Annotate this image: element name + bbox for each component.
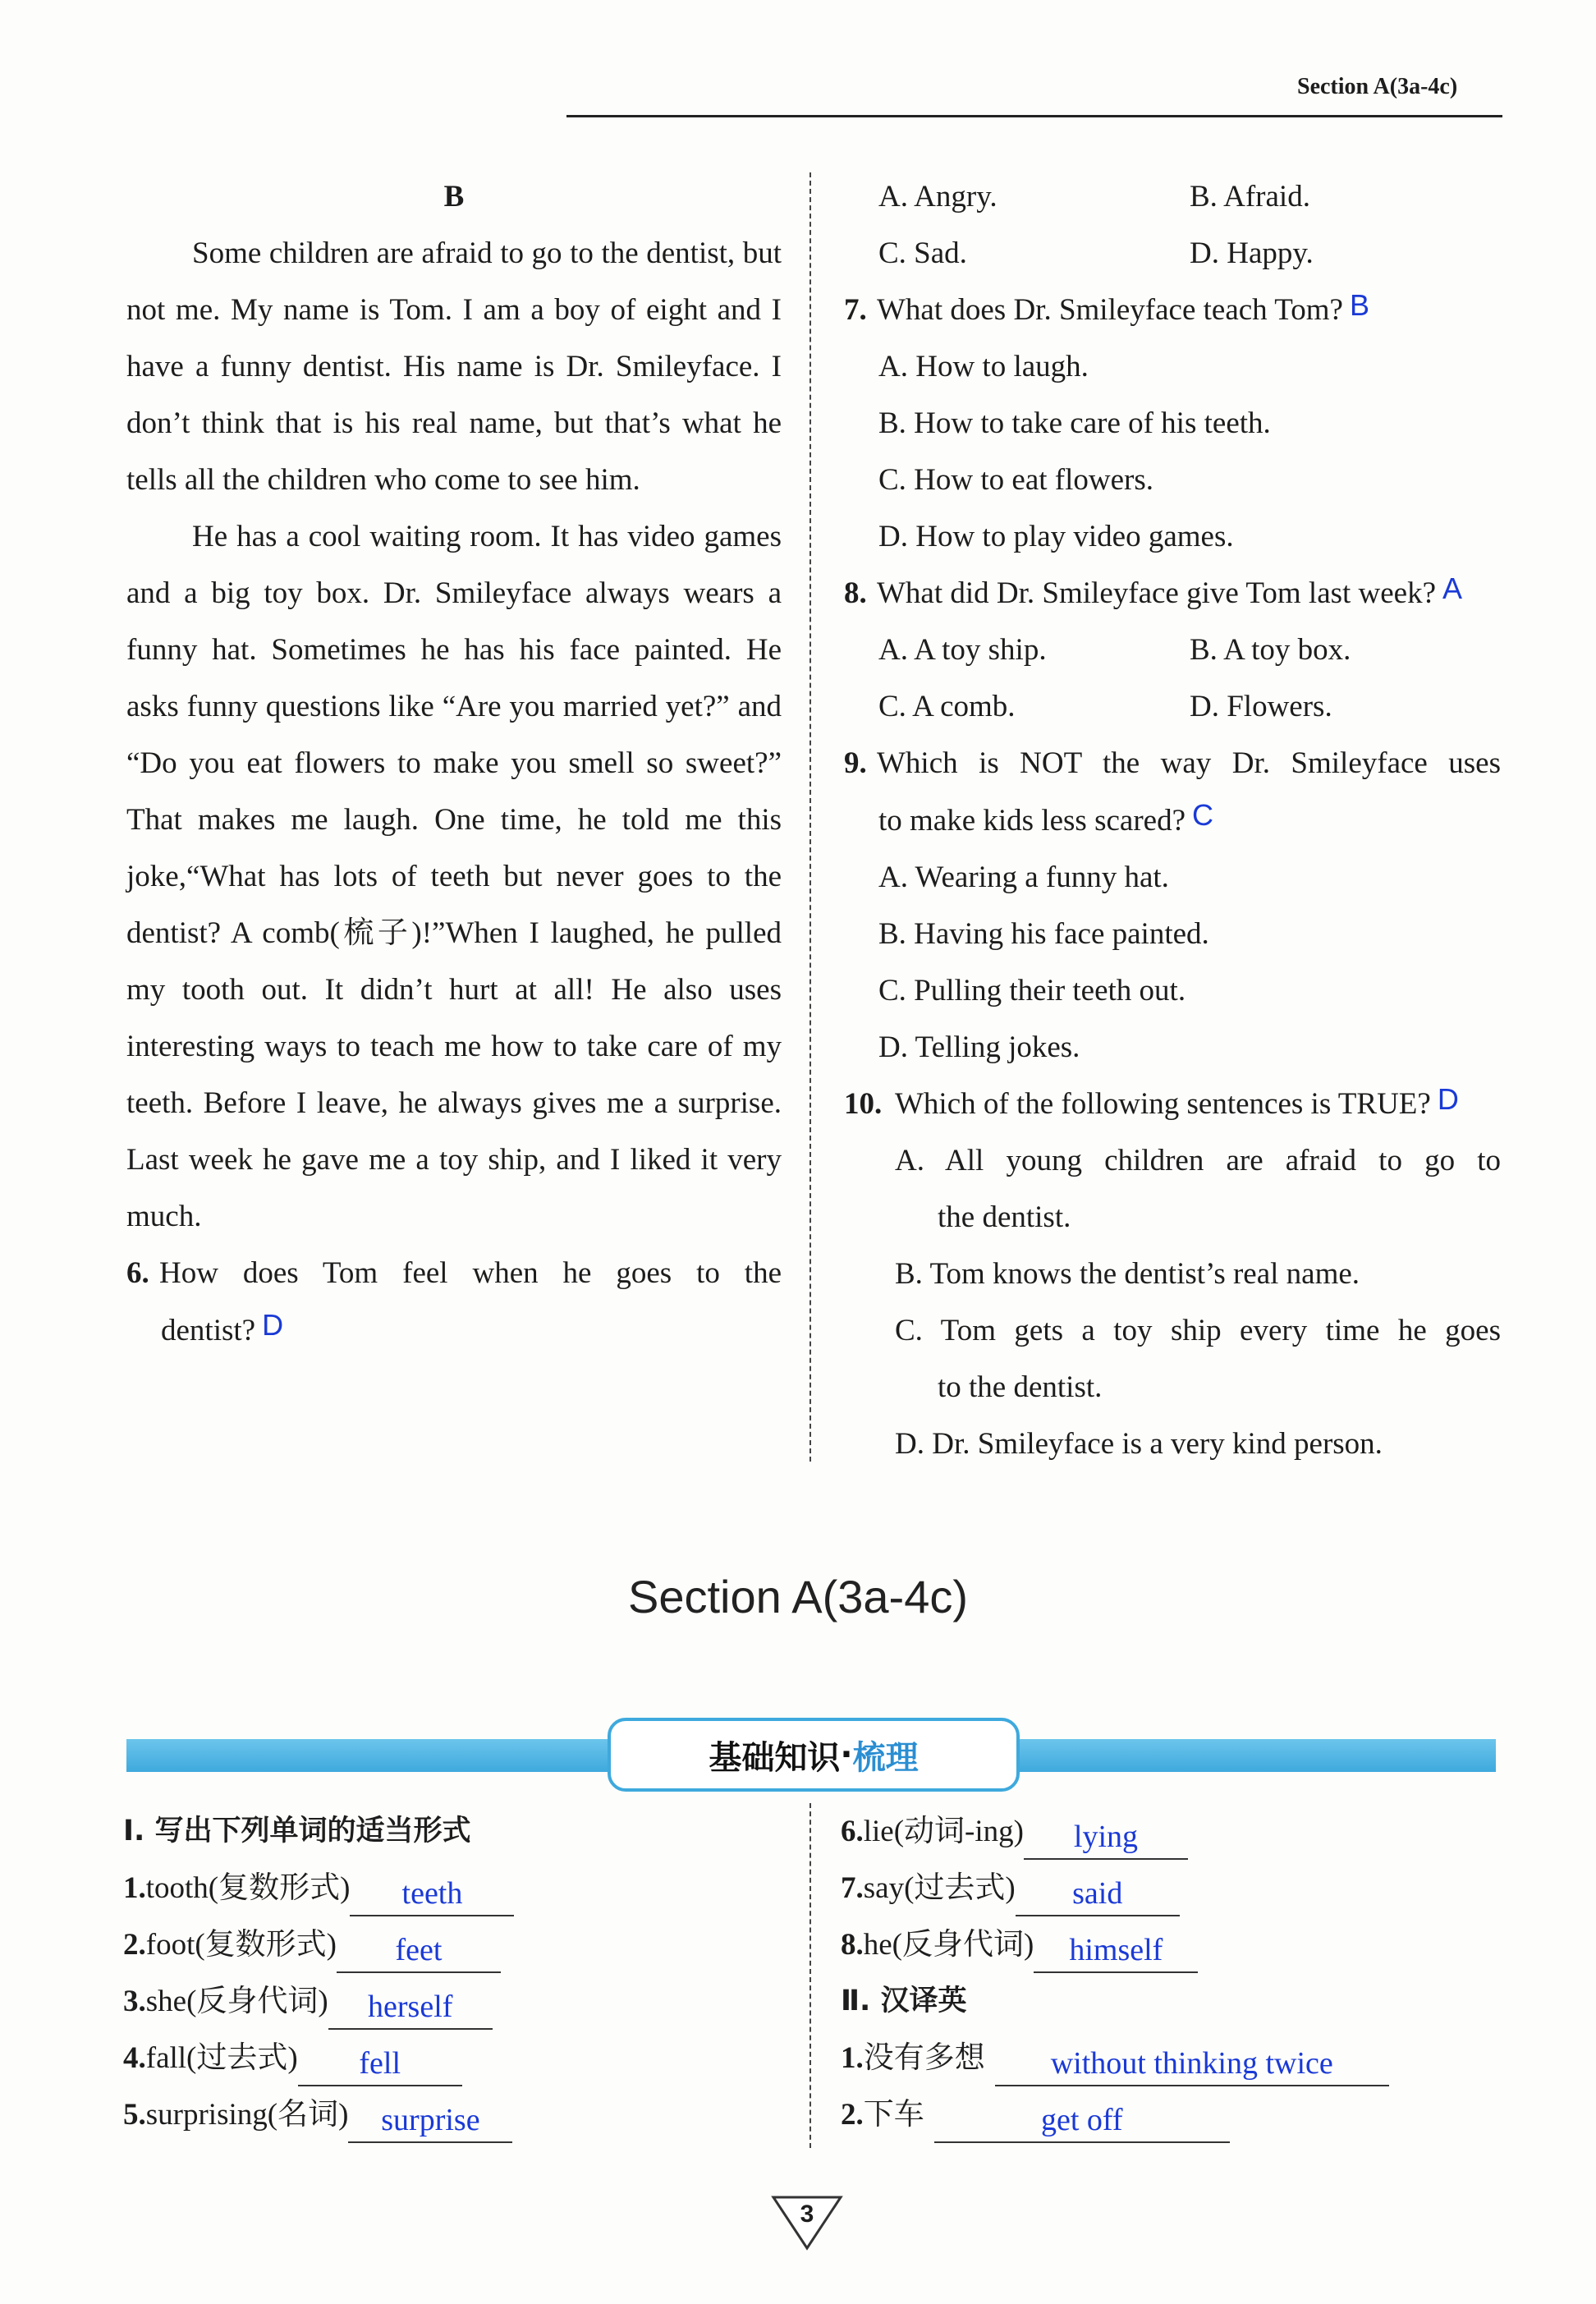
question-number: 10. xyxy=(844,1087,883,1121)
question-6-line2 xyxy=(126,1301,782,1359)
item-prompt: he(反身代词) xyxy=(863,1928,1034,1962)
item-number: 6. xyxy=(841,1815,864,1848)
item-number: 4. xyxy=(123,2041,146,2075)
passage-column xyxy=(126,168,782,1359)
answer-blank[interactable] xyxy=(995,2047,1389,2086)
option: A. Angry. xyxy=(878,180,998,213)
exercise-item xyxy=(123,1860,780,1916)
banner-text-left: 基础知识 xyxy=(709,1738,841,1777)
item-number: 1. xyxy=(123,1871,146,1905)
header-rule xyxy=(566,115,1502,117)
exercise-item xyxy=(123,1916,780,1973)
exercise-item xyxy=(841,1916,1497,1973)
question-number: 9. xyxy=(844,746,867,780)
item-prompt: she(反身代词) xyxy=(145,1985,328,2018)
option: B. How to take care of his teeth. xyxy=(878,406,1271,440)
q6-options-row1 xyxy=(844,168,1501,225)
passage-paragraph-1: Some children are afraid to go to the dentist, but not me. My name is Tom. I am a boy of eight and I have a funny dentist. His name is Dr. Smileyface. I don’t think that is his real name, but that’s what he tells all the children who come to see him. xyxy=(126,236,782,497)
q8-options-row2 xyxy=(844,678,1501,735)
answer-text: herself xyxy=(368,1990,453,2024)
q6-options-row2 xyxy=(844,225,1501,282)
item-prompt: fall(过去式) xyxy=(145,2041,298,2075)
answer-text: feet xyxy=(395,1933,443,1967)
option: D. Dr. Smileyface is a very kind person. xyxy=(895,1427,1383,1461)
option: D. Happy. xyxy=(1190,236,1314,270)
answer-blank[interactable] xyxy=(350,1877,514,1916)
option: C. Tom gets a toy ship every time he goes xyxy=(895,1314,1501,1347)
exercise-item xyxy=(841,1803,1497,1860)
exercise-2-heading: Ⅱ. 汉译英 xyxy=(841,1985,967,2017)
exercise-item xyxy=(841,2086,1497,2143)
answer-blank[interactable] xyxy=(337,1934,501,1973)
answer-blank[interactable] xyxy=(348,2104,512,2143)
answer-text: surprise xyxy=(381,2103,480,2137)
answer-mark: C xyxy=(1192,798,1213,832)
page-number: 3 xyxy=(800,2201,814,2228)
answer-text: said xyxy=(1072,1876,1123,1911)
column-divider-top xyxy=(809,172,811,1462)
question-9 xyxy=(844,735,1501,792)
answer-text: teeth xyxy=(401,1876,463,1911)
answer-blank[interactable] xyxy=(1034,1934,1198,1973)
option: C. Sad. xyxy=(878,236,967,270)
question-text: What did Dr. Smileyface give Tom last week? xyxy=(877,576,1437,610)
exercise-1-heading: Ⅰ. 写出下列单词的适当形式 xyxy=(123,1815,471,1847)
passage-paragraph-2: He has a cool waiting room. It has video games and a big toy box. Dr. Smileyface always wears a funny hat. Sometimes he has his face painted. He asks funny questions like “Are you married yet?” and “Do you eat flowers to make you smell so sweet?” That makes me laugh. One time, he told me this joke,“What has lots of teeth but never goes to the dentist? A comb(梳子)!”When I laughed, he pulled my tooth out. It didn’t hurt at all! He also uses interesting ways to teach me how to take care of my teeth. Before I leave, he always gives me a surprise. Last week he gave me a toy ship, and I liked it very much. xyxy=(126,520,782,1233)
option-cont: the dentist. xyxy=(938,1200,1071,1234)
item-prompt: lie(动词-ing) xyxy=(863,1815,1024,1848)
questions-column xyxy=(844,168,1501,1472)
answer-mark: D xyxy=(262,1308,284,1342)
question-text-cont: dentist? xyxy=(161,1314,256,1347)
item-number: 2. xyxy=(123,1928,146,1962)
answer-blank[interactable] xyxy=(298,2047,462,2086)
question-text: What does Dr. Smileyface teach Tom? xyxy=(877,293,1343,327)
option: B. Afraid. xyxy=(1190,180,1310,213)
question-number: 6. xyxy=(126,1256,149,1290)
option: D. How to play video games. xyxy=(878,520,1234,553)
answer-blank[interactable] xyxy=(328,1990,493,2030)
option: A. All young children are afraid to go to xyxy=(895,1144,1501,1177)
section-banner-label xyxy=(608,1718,1020,1792)
exercise-left-column xyxy=(123,1803,780,2143)
option: C. Pulling their teeth out. xyxy=(878,974,1186,1007)
question-10 xyxy=(844,1076,1501,1132)
answer-mark: A xyxy=(1442,571,1463,605)
answer-text: get off xyxy=(1040,2103,1123,2137)
answer-text: without thinking twice xyxy=(1050,2046,1333,2081)
exercise-item xyxy=(123,2030,780,2086)
exercise-item xyxy=(841,2030,1497,2086)
item-prompt: 没有多想 xyxy=(863,2041,985,2075)
answer-mark: B xyxy=(1349,288,1369,322)
column-divider-bottom xyxy=(809,1803,811,2148)
option: B. Having his face painted. xyxy=(878,917,1209,951)
question-text: Which is NOT the way Dr. Smileyface uses xyxy=(877,746,1501,780)
item-prompt: say(过去式) xyxy=(863,1871,1016,1905)
exercise-item xyxy=(123,2086,780,2143)
exercise-right-column xyxy=(841,1803,1497,2143)
option: D. Flowers. xyxy=(1190,690,1332,723)
item-prompt: foot(复数形式) xyxy=(145,1928,337,1962)
question-7 xyxy=(844,282,1501,338)
q8-options-row1 xyxy=(844,622,1501,678)
answer-text: fell xyxy=(359,2046,401,2081)
item-number: 1. xyxy=(841,2041,864,2075)
section-title: Section A(3a-4c) xyxy=(628,1571,968,1622)
option: A. Wearing a funny hat. xyxy=(878,861,1169,894)
answer-mark: D xyxy=(1437,1082,1459,1116)
answer-blank[interactable] xyxy=(934,2104,1230,2143)
running-header: Section A(3a-4c) xyxy=(1297,74,1458,99)
option: B. Tom knows the dentist’s real name. xyxy=(895,1257,1360,1291)
question-number: 7. xyxy=(844,293,867,327)
option: D. Telling jokes. xyxy=(878,1030,1080,1064)
answer-text: himself xyxy=(1069,1933,1163,1967)
item-number: 3. xyxy=(123,1985,146,2018)
option-cont: to the dentist. xyxy=(938,1370,1103,1404)
option: C. How to eat flowers. xyxy=(878,463,1153,497)
item-number: 7. xyxy=(841,1871,864,1905)
question-8 xyxy=(844,565,1501,622)
item-number: 2. xyxy=(841,2098,864,2132)
answer-text: lying xyxy=(1073,1820,1139,1854)
question-6 xyxy=(126,1245,782,1301)
option: A. How to laugh. xyxy=(878,350,1089,383)
option: A. A toy ship. xyxy=(878,633,1047,667)
banner-dot: · xyxy=(840,1736,853,1774)
option: C. A comb. xyxy=(878,690,1016,723)
question-text: How does Tom feel when he goes to the xyxy=(159,1256,782,1290)
question-text: Which of the following sentences is TRUE? xyxy=(895,1087,1431,1121)
item-prompt: surprising(名词) xyxy=(145,2098,349,2132)
question-text-cont: to make kids less scared? xyxy=(878,804,1186,838)
page-number-badge xyxy=(770,2194,844,2251)
question-number: 8. xyxy=(844,576,867,610)
exercise-item xyxy=(123,1973,780,2030)
item-number: 5. xyxy=(123,2098,146,2132)
item-prompt: 下车 xyxy=(863,2098,924,2132)
option: B. A toy box. xyxy=(1190,633,1351,667)
answer-blank[interactable] xyxy=(1016,1877,1180,1916)
passage-label: B xyxy=(443,180,465,213)
question-9-line2 xyxy=(844,792,1501,849)
item-prompt: tooth(复数形式) xyxy=(145,1871,351,1905)
banner-text-right: 梳理 xyxy=(852,1738,919,1777)
item-number: 8. xyxy=(841,1928,864,1962)
exercise-item xyxy=(841,1860,1497,1916)
answer-blank[interactable] xyxy=(1024,1820,1188,1860)
